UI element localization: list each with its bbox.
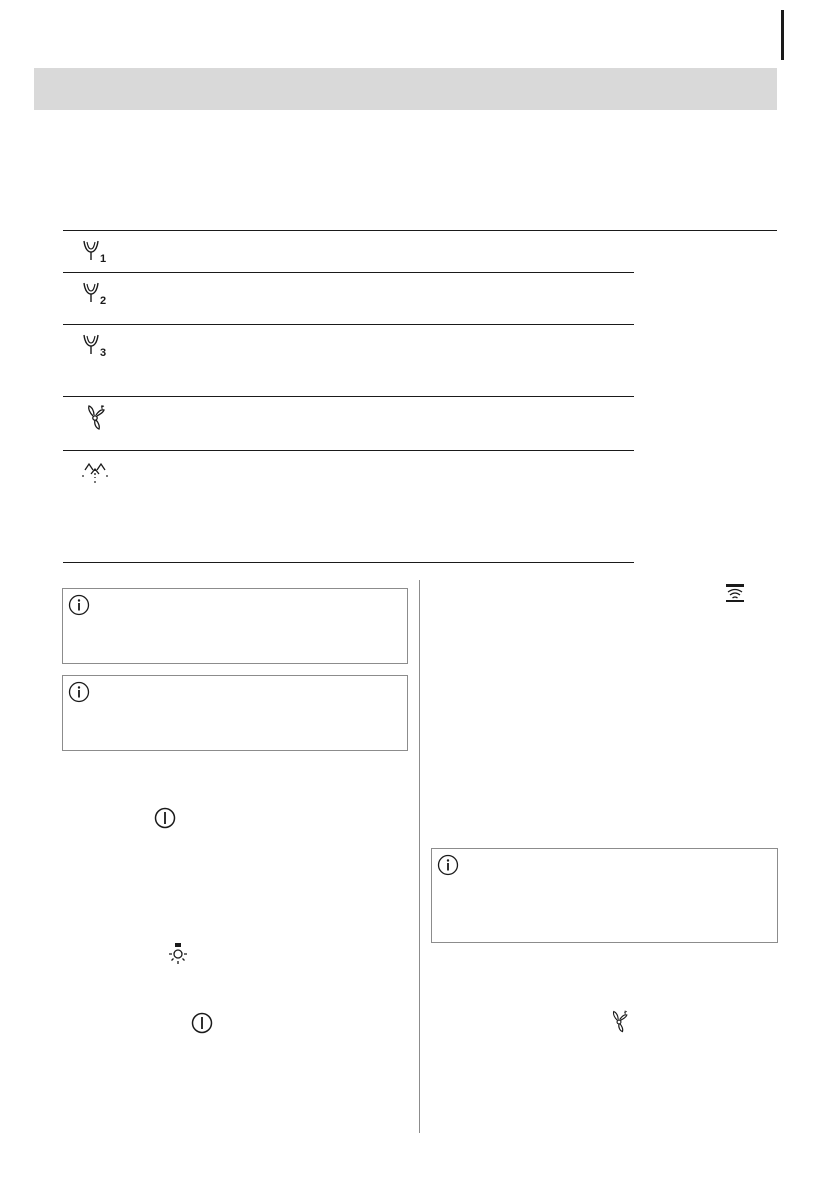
table-row bbox=[79, 458, 111, 486]
info-icon bbox=[68, 681, 90, 703]
info-note-box bbox=[62, 675, 408, 751]
table-bottom-rule bbox=[63, 562, 634, 563]
svg-text:2: 2 bbox=[100, 295, 107, 307]
margin-rule bbox=[781, 10, 784, 60]
power-icon bbox=[191, 1012, 213, 1034]
svg-text:1: 1 bbox=[100, 253, 107, 265]
table-row-rule bbox=[63, 396, 634, 397]
table-row-rule bbox=[63, 324, 634, 325]
table-top-rule bbox=[63, 230, 777, 231]
fan-boost-icon bbox=[79, 404, 111, 432]
fan-speed-1-icon bbox=[79, 238, 111, 266]
svg-text:3: 3 bbox=[100, 347, 107, 359]
fan-speed-2-icon bbox=[79, 280, 111, 308]
info-icon bbox=[68, 594, 90, 616]
table-row-rule bbox=[63, 272, 634, 273]
info-note-box bbox=[431, 848, 778, 943]
info-note-box bbox=[62, 588, 408, 664]
fan-boost-icon bbox=[605, 1008, 633, 1036]
table-row bbox=[79, 332, 111, 360]
light-icon bbox=[166, 942, 190, 966]
info-icon bbox=[437, 854, 459, 876]
column-divider bbox=[419, 580, 420, 1133]
table-row bbox=[79, 280, 111, 308]
section-header-bar bbox=[34, 68, 777, 110]
fan-speed-3-icon bbox=[79, 332, 111, 360]
table-row bbox=[79, 238, 111, 266]
air-outflow-icon bbox=[79, 458, 111, 486]
power-icon bbox=[154, 807, 176, 829]
hob-to-hood-icon bbox=[724, 583, 746, 603]
table-row-rule bbox=[63, 450, 634, 451]
table-row bbox=[79, 404, 111, 432]
